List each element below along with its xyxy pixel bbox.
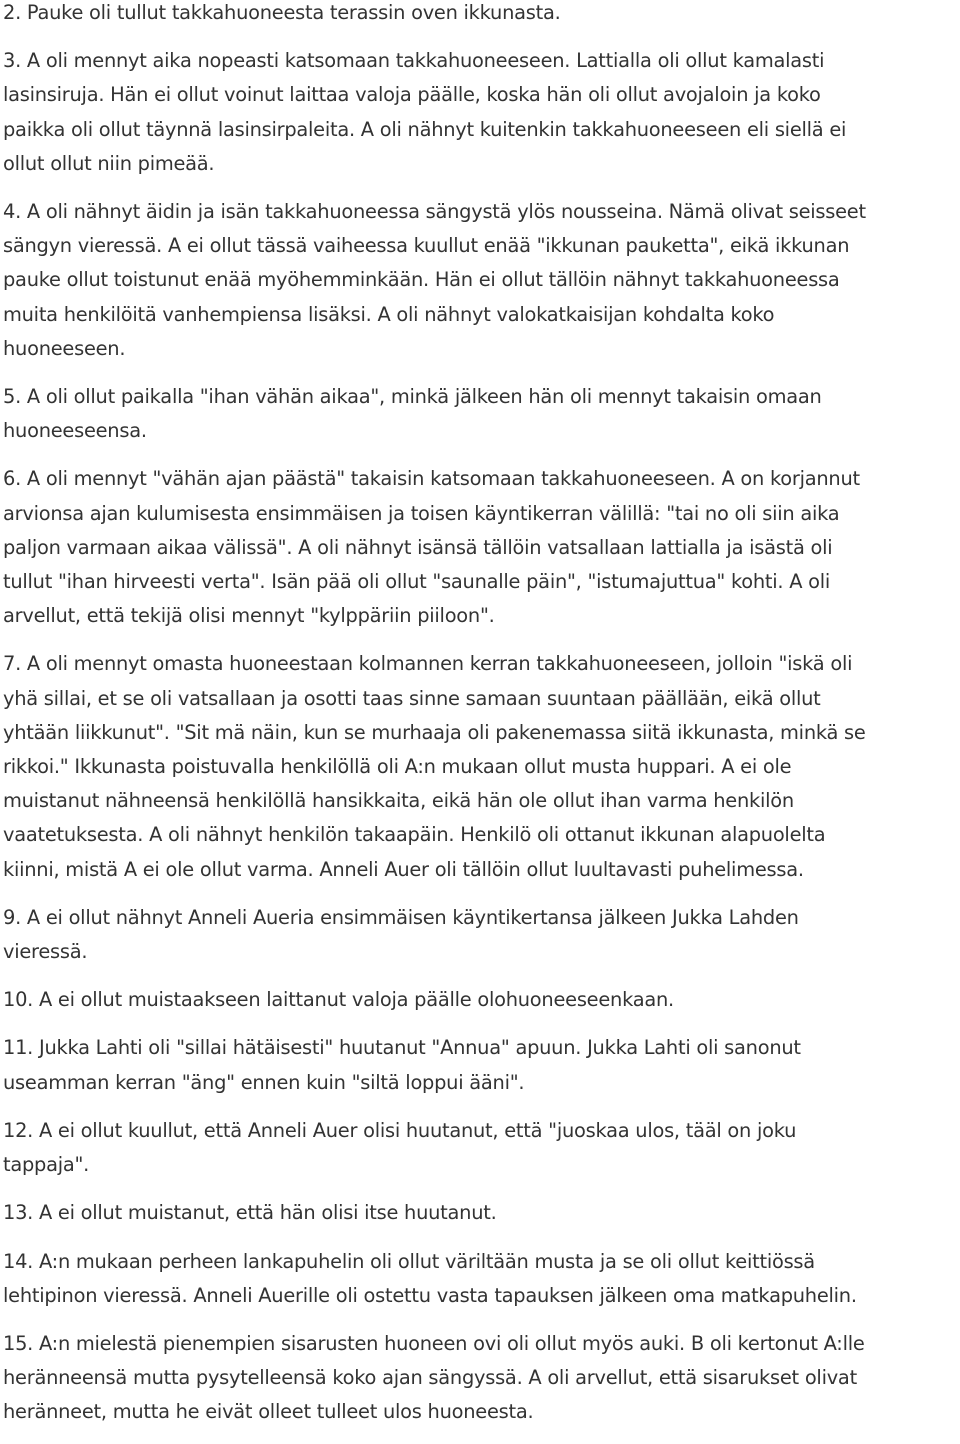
paragraph-13 <box>3 1327 960 1430</box>
text-line: 6. A oli mennyt "vähän ajan päästä" takaisin katsomaan takkahuoneeseen. A on korjannut <box>3 467 860 491</box>
text-line: heränneensä mutta pysytelleensä koko ajan sängyssä. A oli arvellut, että sisarukset olivat <box>3 1366 857 1390</box>
text-line: 5. A oli ollut paikalla "ihan vähän aikaa", minkä jälkeen hän oli mennyt takaisin omaan <box>3 385 822 409</box>
text-line: lasinsiruja. Hän ei ollut voinut laittaa valoja päälle, koska hän oli ollut avojaloin ja koko <box>3 83 821 107</box>
paragraph-4 <box>3 380 960 448</box>
text-line: kiinni, mistä A ei ole ollut varma. Anneli Auer oli tällöin ollut luultavasti puhelimessa. <box>3 857 804 881</box>
text-line: huoneeseen. <box>3 336 126 360</box>
text-line: 13. A ei ollut muistanut, että hän olisi itse huutanut. <box>3 1201 497 1225</box>
text-line: yhä sillai, et se oli vatsallaan ja osotti taas sinne samaan suuntaan päällään, eikä ollut <box>3 686 821 710</box>
paragraph-6 <box>3 647 960 886</box>
paragraph-8 <box>3 983 960 1017</box>
text-line: lehtipinon vieressä. Anneli Auerille oli ostettu vasta tapauksen jälkeen oma matkapuhelin. <box>3 1283 857 1307</box>
text-line: vaatetuksesta. A oli nähnyt henkilön takaapäin. Henkilö oli ottanut ikkunan alapuolelta <box>3 823 826 847</box>
text-line: paikka oli ollut täynnä lasinsirpaleita. A oli nähnyt kuitenkin takkahuoneeseen eli siellä ei <box>3 117 847 141</box>
text-line: pauke ollut toistunut enää myöhemminkään. Hän ei ollut tällöin nähnyt takkahuoneessa <box>3 268 840 292</box>
text-line: rikkoi." Ikkunasta poistuvalla henkilöllä oli A:n mukaan ollut musta huppari. A ei ole <box>3 755 792 779</box>
paragraph-3 <box>3 195 960 366</box>
paragraph-9 <box>3 1031 960 1099</box>
text-line: 12. A ei ollut kuullut, että Anneli Auer olisi huutanut, että "juoskaa ulos, tääl on joku <box>3 1118 797 1142</box>
text-line: 7. A oli mennyt omasta huoneestaan kolmannen kerran takkahuoneeseen, jolloin "iskä oli <box>3 652 853 676</box>
text-line: vieressä. <box>3 940 88 964</box>
text-line: 9. A ei ollut nähnyt Anneli Aueria ensimmäisen käyntikertansa jälkeen Jukka Lahden <box>3 905 799 929</box>
text-line: arvionsa ajan kulumisesta ensimmäisen ja toisen käyntikerran välillä: "tai no oli siin aika <box>3 501 840 525</box>
text-line: arvellut, että tekijä olisi mennyt "kylppäriin piiloon". <box>3 604 495 628</box>
text-line: 15. A:n mielestä pienempien sisarusten huoneen ovi oli ollut myös auki. B oli kertonut A:lle <box>3 1331 865 1355</box>
text-line: 11. Jukka Lahti oli "sillai hätäisesti" huutanut "Annua" apuun. Jukka Lahti oli sanonut <box>3 1036 801 1060</box>
text-line: muistanut nähneensä henkilöllä hansikkaita, eikä hän ole ollut ihan varma henkilön <box>3 789 794 813</box>
text-line: muita henkilöitä vanhempiensa lisäksi. A oli nähnyt valokatkaisijan kohdalta koko <box>3 302 775 326</box>
paragraph-1 <box>3 0 960 30</box>
text-line: sängyn vieressä. A ei ollut tässä vaiheessa kuullut enää "ikkunan pauketta", eikä ikkunan <box>3 234 850 258</box>
text-line: heränneet, mutta he eivät olleet tulleet ulos huoneesta. <box>3 1400 534 1424</box>
text-line: useamman kerran "äng" ennen kuin "siltä loppui ääni". <box>3 1070 525 1094</box>
text-line: tullut "ihan hirveesti verta". Isän pää oli ollut "saunalle päin", "istumajuttua" kohti. A oli <box>3 570 831 594</box>
text-line: 3. A oli mennyt aika nopeasti katsomaan takkahuoneeseen. Lattialla oli ollut kamalasti <box>3 49 825 73</box>
text-line: 10. A ei ollut muistaakseen laittanut valoja päälle olohuoneeseenkaan. <box>3 988 674 1012</box>
paragraph-12 <box>3 1245 960 1313</box>
text-line: 2. Pauke oli tullut takkahuoneesta terassin oven ikkunasta. <box>3 1 561 24</box>
paragraph-10 <box>3 1114 960 1182</box>
text-line: yhtään liikkunut". "Sit mä näin, kun se murhaaja oli pakenemassa siitä ikkunasta, minkä se <box>3 720 866 744</box>
paragraph-2 <box>3 44 960 181</box>
text-line: paljon varmaan aikaa välissä". A oli nähnyt isänsä tällöin vatsallaan lattialla ja isästä oli <box>3 535 833 559</box>
text-line: 14. A:n mukaan perheen lankapuhelin oli ollut väriltään musta ja se oli ollut keittiössä <box>3 1249 815 1273</box>
text-line: ollut ollut niin pimeää. <box>3 151 215 175</box>
paragraph-5 <box>3 462 960 633</box>
document-body <box>3 0 960 1444</box>
text-line: 4. A oli nähnyt äidin ja isän takkahuoneessa sängystä ylös nousseina. Nämä olivat seisseet <box>3 200 866 224</box>
text-line: tappaja". <box>3 1153 90 1177</box>
text-line: huoneeseensa. <box>3 419 147 443</box>
paragraph-7 <box>3 901 960 969</box>
paragraph-11 <box>3 1196 960 1230</box>
